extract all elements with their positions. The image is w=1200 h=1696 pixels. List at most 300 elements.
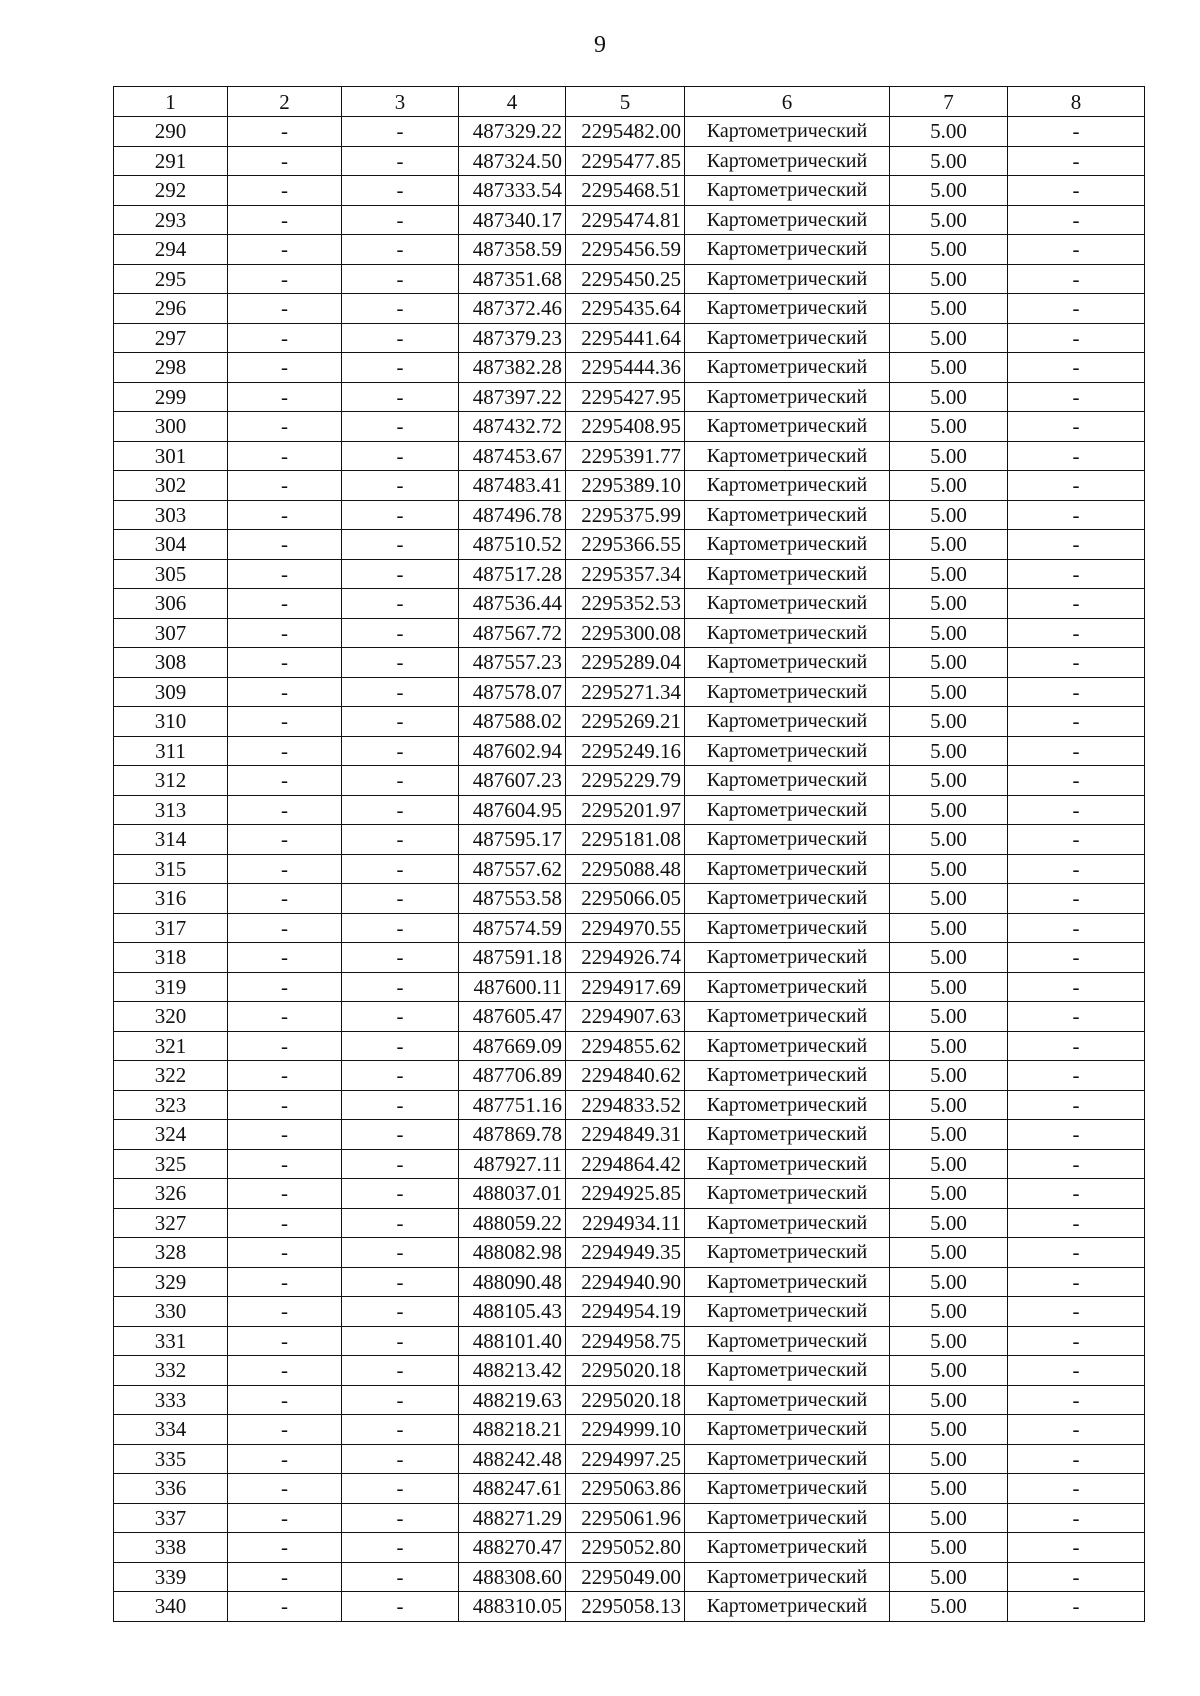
coord-x-cell: 487669.09 bbox=[459, 1031, 566, 1061]
point-number-cell: 325 bbox=[114, 1149, 228, 1179]
coord-x-cell: 488270.47 bbox=[459, 1533, 566, 1563]
accuracy-cell: 5.00 bbox=[890, 1208, 1008, 1238]
point-number-cell: 335 bbox=[114, 1444, 228, 1474]
accuracy-cell: 5.00 bbox=[890, 1267, 1008, 1297]
table-row bbox=[114, 1297, 1145, 1327]
col3-cell: - bbox=[342, 441, 459, 471]
point-number-cell: 329 bbox=[114, 1267, 228, 1297]
point-number-cell: 320 bbox=[114, 1002, 228, 1032]
accuracy-cell: 5.00 bbox=[890, 707, 1008, 737]
method-cell: Картометрический bbox=[685, 913, 890, 943]
table-row bbox=[114, 913, 1145, 943]
col2-cell: - bbox=[228, 1061, 342, 1091]
col3-cell: - bbox=[342, 1444, 459, 1474]
point-number-cell: 302 bbox=[114, 471, 228, 501]
coord-x-cell: 487379.23 bbox=[459, 323, 566, 353]
coord-x-cell: 487483.41 bbox=[459, 471, 566, 501]
coord-y-cell: 2295020.18 bbox=[566, 1385, 685, 1415]
point-number-cell: 310 bbox=[114, 707, 228, 737]
coord-y-cell: 2294864.42 bbox=[566, 1149, 685, 1179]
col8-cell: - bbox=[1008, 1061, 1145, 1091]
col8-cell: - bbox=[1008, 264, 1145, 294]
col3-cell: - bbox=[342, 117, 459, 147]
coord-y-cell: 2294934.11 bbox=[566, 1208, 685, 1238]
coord-y-cell: 2294840.62 bbox=[566, 1061, 685, 1091]
col8-cell: - bbox=[1008, 1592, 1145, 1622]
col2-cell: - bbox=[228, 677, 342, 707]
coord-y-cell: 2294954.19 bbox=[566, 1297, 685, 1327]
col3-cell: - bbox=[342, 1562, 459, 1592]
coord-y-cell: 2295269.21 bbox=[566, 707, 685, 737]
accuracy-cell: 5.00 bbox=[890, 1149, 1008, 1179]
col2-cell: - bbox=[228, 1267, 342, 1297]
accuracy-cell: 5.00 bbox=[890, 471, 1008, 501]
col3-cell: - bbox=[342, 648, 459, 678]
method-cell: Картометрический bbox=[685, 1267, 890, 1297]
table-body bbox=[114, 117, 1145, 1622]
point-number-cell: 312 bbox=[114, 766, 228, 796]
col2-cell: - bbox=[228, 1592, 342, 1622]
point-number-cell: 322 bbox=[114, 1061, 228, 1091]
coord-x-cell: 488247.61 bbox=[459, 1474, 566, 1504]
method-cell: Картометрический bbox=[685, 323, 890, 353]
point-number-cell: 293 bbox=[114, 205, 228, 235]
table-row bbox=[114, 1474, 1145, 1504]
table-row bbox=[114, 294, 1145, 324]
method-cell: Картометрический bbox=[685, 1297, 890, 1327]
coord-y-cell: 2294907.63 bbox=[566, 1002, 685, 1032]
coord-x-cell: 488271.29 bbox=[459, 1503, 566, 1533]
coord-y-cell: 2295450.25 bbox=[566, 264, 685, 294]
point-number-cell: 315 bbox=[114, 854, 228, 884]
col3-cell: - bbox=[342, 943, 459, 973]
col8-cell: - bbox=[1008, 648, 1145, 678]
accuracy-cell: 5.00 bbox=[890, 972, 1008, 1002]
table-row bbox=[114, 1090, 1145, 1120]
coord-y-cell: 2295271.34 bbox=[566, 677, 685, 707]
point-number-cell: 300 bbox=[114, 412, 228, 442]
table-row bbox=[114, 264, 1145, 294]
point-number-cell: 339 bbox=[114, 1562, 228, 1592]
coord-y-cell: 2295066.05 bbox=[566, 884, 685, 914]
coord-y-cell: 2294958.75 bbox=[566, 1326, 685, 1356]
coord-x-cell: 488082.98 bbox=[459, 1238, 566, 1268]
method-cell: Картометрический bbox=[685, 854, 890, 884]
col8-cell: - bbox=[1008, 176, 1145, 206]
method-cell: Картометрический bbox=[685, 1533, 890, 1563]
col3-cell: - bbox=[342, 146, 459, 176]
coord-y-cell: 2295352.53 bbox=[566, 589, 685, 619]
method-cell: Картометрический bbox=[685, 1444, 890, 1474]
col3-cell: - bbox=[342, 1415, 459, 1445]
accuracy-cell: 5.00 bbox=[890, 1120, 1008, 1150]
col2-cell: - bbox=[228, 884, 342, 914]
accuracy-cell: 5.00 bbox=[890, 264, 1008, 294]
point-number-cell: 337 bbox=[114, 1503, 228, 1533]
col2-cell: - bbox=[228, 1474, 342, 1504]
col2-cell: - bbox=[228, 353, 342, 383]
table-row bbox=[114, 441, 1145, 471]
point-number-cell: 297 bbox=[114, 323, 228, 353]
col3-cell: - bbox=[342, 1031, 459, 1061]
col3-cell: - bbox=[342, 1208, 459, 1238]
col8-cell: - bbox=[1008, 1562, 1145, 1592]
col2-cell: - bbox=[228, 648, 342, 678]
table-row bbox=[114, 146, 1145, 176]
accuracy-cell: 5.00 bbox=[890, 1415, 1008, 1445]
table-row bbox=[114, 825, 1145, 855]
coord-y-cell: 2295468.51 bbox=[566, 176, 685, 206]
coord-y-cell: 2295201.97 bbox=[566, 795, 685, 825]
point-number-cell: 330 bbox=[114, 1297, 228, 1327]
table-row bbox=[114, 943, 1145, 973]
col2-cell: - bbox=[228, 825, 342, 855]
point-number-cell: 299 bbox=[114, 382, 228, 412]
coord-y-cell: 2294999.10 bbox=[566, 1415, 685, 1445]
coord-x-cell: 487397.22 bbox=[459, 382, 566, 412]
coord-x-cell: 488308.60 bbox=[459, 1562, 566, 1592]
method-cell: Картометрический bbox=[685, 382, 890, 412]
coord-y-cell: 2295427.95 bbox=[566, 382, 685, 412]
col8-cell: - bbox=[1008, 471, 1145, 501]
accuracy-cell: 5.00 bbox=[890, 1474, 1008, 1504]
accuracy-cell: 5.00 bbox=[890, 1356, 1008, 1386]
method-cell: Картометрический bbox=[685, 1149, 890, 1179]
table-header-row bbox=[114, 87, 1145, 117]
col3-cell: - bbox=[342, 1385, 459, 1415]
accuracy-cell: 5.00 bbox=[890, 176, 1008, 206]
col2-cell: - bbox=[228, 589, 342, 619]
col8-cell: - bbox=[1008, 1297, 1145, 1327]
point-number-cell: 326 bbox=[114, 1179, 228, 1209]
coord-x-cell: 488101.40 bbox=[459, 1326, 566, 1356]
point-number-cell: 294 bbox=[114, 235, 228, 265]
coord-x-cell: 487358.59 bbox=[459, 235, 566, 265]
coord-x-cell: 487604.95 bbox=[459, 795, 566, 825]
accuracy-cell: 5.00 bbox=[890, 235, 1008, 265]
point-number-cell: 292 bbox=[114, 176, 228, 206]
table-row bbox=[114, 795, 1145, 825]
col3-cell: - bbox=[342, 1297, 459, 1327]
table-row bbox=[114, 1031, 1145, 1061]
accuracy-cell: 5.00 bbox=[890, 766, 1008, 796]
col3-cell: - bbox=[342, 1533, 459, 1563]
accuracy-cell: 5.00 bbox=[890, 1503, 1008, 1533]
coord-x-cell: 488242.48 bbox=[459, 1444, 566, 1474]
col3-cell: - bbox=[342, 176, 459, 206]
col3-cell: - bbox=[342, 382, 459, 412]
method-cell: Картометрический bbox=[685, 677, 890, 707]
coord-y-cell: 2295375.99 bbox=[566, 500, 685, 530]
coord-y-cell: 2295357.34 bbox=[566, 559, 685, 589]
coord-x-cell: 487557.62 bbox=[459, 854, 566, 884]
table-row bbox=[114, 559, 1145, 589]
method-cell: Картометрический bbox=[685, 1474, 890, 1504]
col8-cell: - bbox=[1008, 736, 1145, 766]
col8-cell: - bbox=[1008, 795, 1145, 825]
col8-cell: - bbox=[1008, 441, 1145, 471]
col3-cell: - bbox=[342, 736, 459, 766]
col8-cell: - bbox=[1008, 1385, 1145, 1415]
method-cell: Картометрический bbox=[685, 264, 890, 294]
col2-cell: - bbox=[228, 441, 342, 471]
col2-cell: - bbox=[228, 205, 342, 235]
point-number-cell: 324 bbox=[114, 1120, 228, 1150]
method-cell: Картометрический bbox=[685, 943, 890, 973]
table-row bbox=[114, 766, 1145, 796]
coord-x-cell: 487453.67 bbox=[459, 441, 566, 471]
accuracy-cell: 5.00 bbox=[890, 146, 1008, 176]
col8-cell: - bbox=[1008, 1326, 1145, 1356]
col3-cell: - bbox=[342, 766, 459, 796]
coord-y-cell: 2295300.08 bbox=[566, 618, 685, 648]
method-cell: Картометрический bbox=[685, 1031, 890, 1061]
coord-x-cell: 487517.28 bbox=[459, 559, 566, 589]
coord-x-cell: 487340.17 bbox=[459, 205, 566, 235]
column-header-5: 5 bbox=[566, 87, 685, 117]
col2-cell: - bbox=[228, 766, 342, 796]
method-cell: Картометрический bbox=[685, 353, 890, 383]
point-number-cell: 298 bbox=[114, 353, 228, 383]
method-cell: Картометрический bbox=[685, 441, 890, 471]
accuracy-cell: 5.00 bbox=[890, 412, 1008, 442]
col2-cell: - bbox=[228, 471, 342, 501]
point-number-cell: 304 bbox=[114, 530, 228, 560]
coord-y-cell: 2295408.95 bbox=[566, 412, 685, 442]
col2-cell: - bbox=[228, 854, 342, 884]
point-number-cell: 318 bbox=[114, 943, 228, 973]
col3-cell: - bbox=[342, 1002, 459, 1032]
table-row bbox=[114, 618, 1145, 648]
col2-cell: - bbox=[228, 1179, 342, 1209]
col8-cell: - bbox=[1008, 235, 1145, 265]
method-cell: Картометрический bbox=[685, 235, 890, 265]
coord-x-cell: 487602.94 bbox=[459, 736, 566, 766]
accuracy-cell: 5.00 bbox=[890, 1002, 1008, 1032]
col3-cell: - bbox=[342, 1120, 459, 1150]
coord-x-cell: 487557.23 bbox=[459, 648, 566, 678]
table-row bbox=[114, 1267, 1145, 1297]
table-row bbox=[114, 1533, 1145, 1563]
coord-y-cell: 2295389.10 bbox=[566, 471, 685, 501]
col8-cell: - bbox=[1008, 589, 1145, 619]
table-row bbox=[114, 323, 1145, 353]
coord-x-cell: 487591.18 bbox=[459, 943, 566, 973]
coord-x-cell: 488059.22 bbox=[459, 1208, 566, 1238]
point-number-cell: 340 bbox=[114, 1592, 228, 1622]
table-row bbox=[114, 353, 1145, 383]
accuracy-cell: 5.00 bbox=[890, 294, 1008, 324]
col2-cell: - bbox=[228, 795, 342, 825]
col8-cell: - bbox=[1008, 1031, 1145, 1061]
table-row bbox=[114, 530, 1145, 560]
col2-cell: - bbox=[228, 707, 342, 737]
col2-cell: - bbox=[228, 294, 342, 324]
table-row bbox=[114, 500, 1145, 530]
coord-x-cell: 487578.07 bbox=[459, 677, 566, 707]
coord-y-cell: 2295061.96 bbox=[566, 1503, 685, 1533]
col8-cell: - bbox=[1008, 913, 1145, 943]
col8-cell: - bbox=[1008, 1533, 1145, 1563]
point-number-cell: 309 bbox=[114, 677, 228, 707]
table-row bbox=[114, 412, 1145, 442]
col3-cell: - bbox=[342, 589, 459, 619]
col3-cell: - bbox=[342, 264, 459, 294]
accuracy-cell: 5.00 bbox=[890, 1592, 1008, 1622]
table-row bbox=[114, 205, 1145, 235]
method-cell: Картометрический bbox=[685, 117, 890, 147]
table-row bbox=[114, 1415, 1145, 1445]
method-cell: Картометрический bbox=[685, 1090, 890, 1120]
method-cell: Картометрический bbox=[685, 618, 890, 648]
table-row bbox=[114, 589, 1145, 619]
coord-y-cell: 2295391.77 bbox=[566, 441, 685, 471]
coord-x-cell: 487324.50 bbox=[459, 146, 566, 176]
col2-cell: - bbox=[228, 117, 342, 147]
coord-y-cell: 2295482.00 bbox=[566, 117, 685, 147]
coord-y-cell: 2295049.00 bbox=[566, 1562, 685, 1592]
coord-y-cell: 2295063.86 bbox=[566, 1474, 685, 1504]
column-header-6: 6 bbox=[685, 87, 890, 117]
col2-cell: - bbox=[228, 500, 342, 530]
point-number-cell: 314 bbox=[114, 825, 228, 855]
col8-cell: - bbox=[1008, 1503, 1145, 1533]
method-cell: Картометрический bbox=[685, 1061, 890, 1091]
coord-y-cell: 2295289.04 bbox=[566, 648, 685, 678]
col3-cell: - bbox=[342, 1238, 459, 1268]
col3-cell: - bbox=[342, 825, 459, 855]
col2-cell: - bbox=[228, 1444, 342, 1474]
method-cell: Картометрический bbox=[685, 884, 890, 914]
point-number-cell: 321 bbox=[114, 1031, 228, 1061]
coord-y-cell: 2294849.31 bbox=[566, 1120, 685, 1150]
method-cell: Картометрический bbox=[685, 205, 890, 235]
col2-cell: - bbox=[228, 1385, 342, 1415]
col8-cell: - bbox=[1008, 1002, 1145, 1032]
col3-cell: - bbox=[342, 353, 459, 383]
point-number-cell: 303 bbox=[114, 500, 228, 530]
method-cell: Картометрический bbox=[685, 766, 890, 796]
col2-cell: - bbox=[228, 1503, 342, 1533]
col2-cell: - bbox=[228, 972, 342, 1002]
col2-cell: - bbox=[228, 176, 342, 206]
table-row bbox=[114, 884, 1145, 914]
point-number-cell: 290 bbox=[114, 117, 228, 147]
col8-cell: - bbox=[1008, 559, 1145, 589]
coord-y-cell: 2294925.85 bbox=[566, 1179, 685, 1209]
point-number-cell: 296 bbox=[114, 294, 228, 324]
coord-x-cell: 487382.28 bbox=[459, 353, 566, 383]
coord-x-cell: 487605.47 bbox=[459, 1002, 566, 1032]
col3-cell: - bbox=[342, 500, 459, 530]
col2-cell: - bbox=[228, 1326, 342, 1356]
accuracy-cell: 5.00 bbox=[890, 854, 1008, 884]
col8-cell: - bbox=[1008, 353, 1145, 383]
col3-cell: - bbox=[342, 235, 459, 265]
col8-cell: - bbox=[1008, 972, 1145, 1002]
method-cell: Картометрический bbox=[685, 1326, 890, 1356]
col3-cell: - bbox=[342, 471, 459, 501]
table-row bbox=[114, 1326, 1145, 1356]
coord-x-cell: 487706.89 bbox=[459, 1061, 566, 1091]
col3-cell: - bbox=[342, 1592, 459, 1622]
point-number-cell: 338 bbox=[114, 1533, 228, 1563]
accuracy-cell: 5.00 bbox=[890, 1385, 1008, 1415]
coord-x-cell: 487536.44 bbox=[459, 589, 566, 619]
coord-y-cell: 2295474.81 bbox=[566, 205, 685, 235]
col2-cell: - bbox=[228, 412, 342, 442]
coord-x-cell: 488219.63 bbox=[459, 1385, 566, 1415]
col3-cell: - bbox=[342, 1326, 459, 1356]
accuracy-cell: 5.00 bbox=[890, 323, 1008, 353]
coord-y-cell: 2295181.08 bbox=[566, 825, 685, 855]
accuracy-cell: 5.00 bbox=[890, 382, 1008, 412]
table-row bbox=[114, 117, 1145, 147]
col8-cell: - bbox=[1008, 205, 1145, 235]
accuracy-cell: 5.00 bbox=[890, 795, 1008, 825]
accuracy-cell: 5.00 bbox=[890, 1031, 1008, 1061]
accuracy-cell: 5.00 bbox=[890, 825, 1008, 855]
point-number-cell: 327 bbox=[114, 1208, 228, 1238]
accuracy-cell: 5.00 bbox=[890, 618, 1008, 648]
accuracy-cell: 5.00 bbox=[890, 441, 1008, 471]
col8-cell: - bbox=[1008, 1120, 1145, 1150]
page-number: 9 bbox=[594, 32, 606, 58]
col3-cell: - bbox=[342, 1179, 459, 1209]
point-number-cell: 313 bbox=[114, 795, 228, 825]
coord-y-cell: 2294926.74 bbox=[566, 943, 685, 973]
col2-cell: - bbox=[228, 913, 342, 943]
table-row bbox=[114, 736, 1145, 766]
coord-y-cell: 2294940.90 bbox=[566, 1267, 685, 1297]
col3-cell: - bbox=[342, 205, 459, 235]
col8-cell: - bbox=[1008, 677, 1145, 707]
col2-cell: - bbox=[228, 618, 342, 648]
col8-cell: - bbox=[1008, 530, 1145, 560]
col3-cell: - bbox=[342, 884, 459, 914]
col8-cell: - bbox=[1008, 1267, 1145, 1297]
accuracy-cell: 5.00 bbox=[890, 1297, 1008, 1327]
table-row bbox=[114, 1208, 1145, 1238]
accuracy-cell: 5.00 bbox=[890, 1326, 1008, 1356]
accuracy-cell: 5.00 bbox=[890, 1562, 1008, 1592]
coord-y-cell: 2294997.25 bbox=[566, 1444, 685, 1474]
method-cell: Картометрический bbox=[685, 1415, 890, 1445]
point-number-cell: 331 bbox=[114, 1326, 228, 1356]
col8-cell: - bbox=[1008, 146, 1145, 176]
coord-y-cell: 2294949.35 bbox=[566, 1238, 685, 1268]
coord-x-cell: 487600.11 bbox=[459, 972, 566, 1002]
table-row bbox=[114, 677, 1145, 707]
accuracy-cell: 5.00 bbox=[890, 736, 1008, 766]
col2-cell: - bbox=[228, 1238, 342, 1268]
col2-cell: - bbox=[228, 1149, 342, 1179]
method-cell: Картометрический bbox=[685, 1562, 890, 1592]
col8-cell: - bbox=[1008, 412, 1145, 442]
coord-x-cell: 487333.54 bbox=[459, 176, 566, 206]
method-cell: Картометрический bbox=[685, 1592, 890, 1622]
coord-x-cell: 488218.21 bbox=[459, 1415, 566, 1445]
coord-y-cell: 2295366.55 bbox=[566, 530, 685, 560]
coord-x-cell: 488090.48 bbox=[459, 1267, 566, 1297]
table-row bbox=[114, 1002, 1145, 1032]
col3-cell: - bbox=[342, 559, 459, 589]
coord-x-cell: 487607.23 bbox=[459, 766, 566, 796]
col8-cell: - bbox=[1008, 1474, 1145, 1504]
coord-x-cell: 487329.22 bbox=[459, 117, 566, 147]
col3-cell: - bbox=[342, 294, 459, 324]
accuracy-cell: 5.00 bbox=[890, 913, 1008, 943]
